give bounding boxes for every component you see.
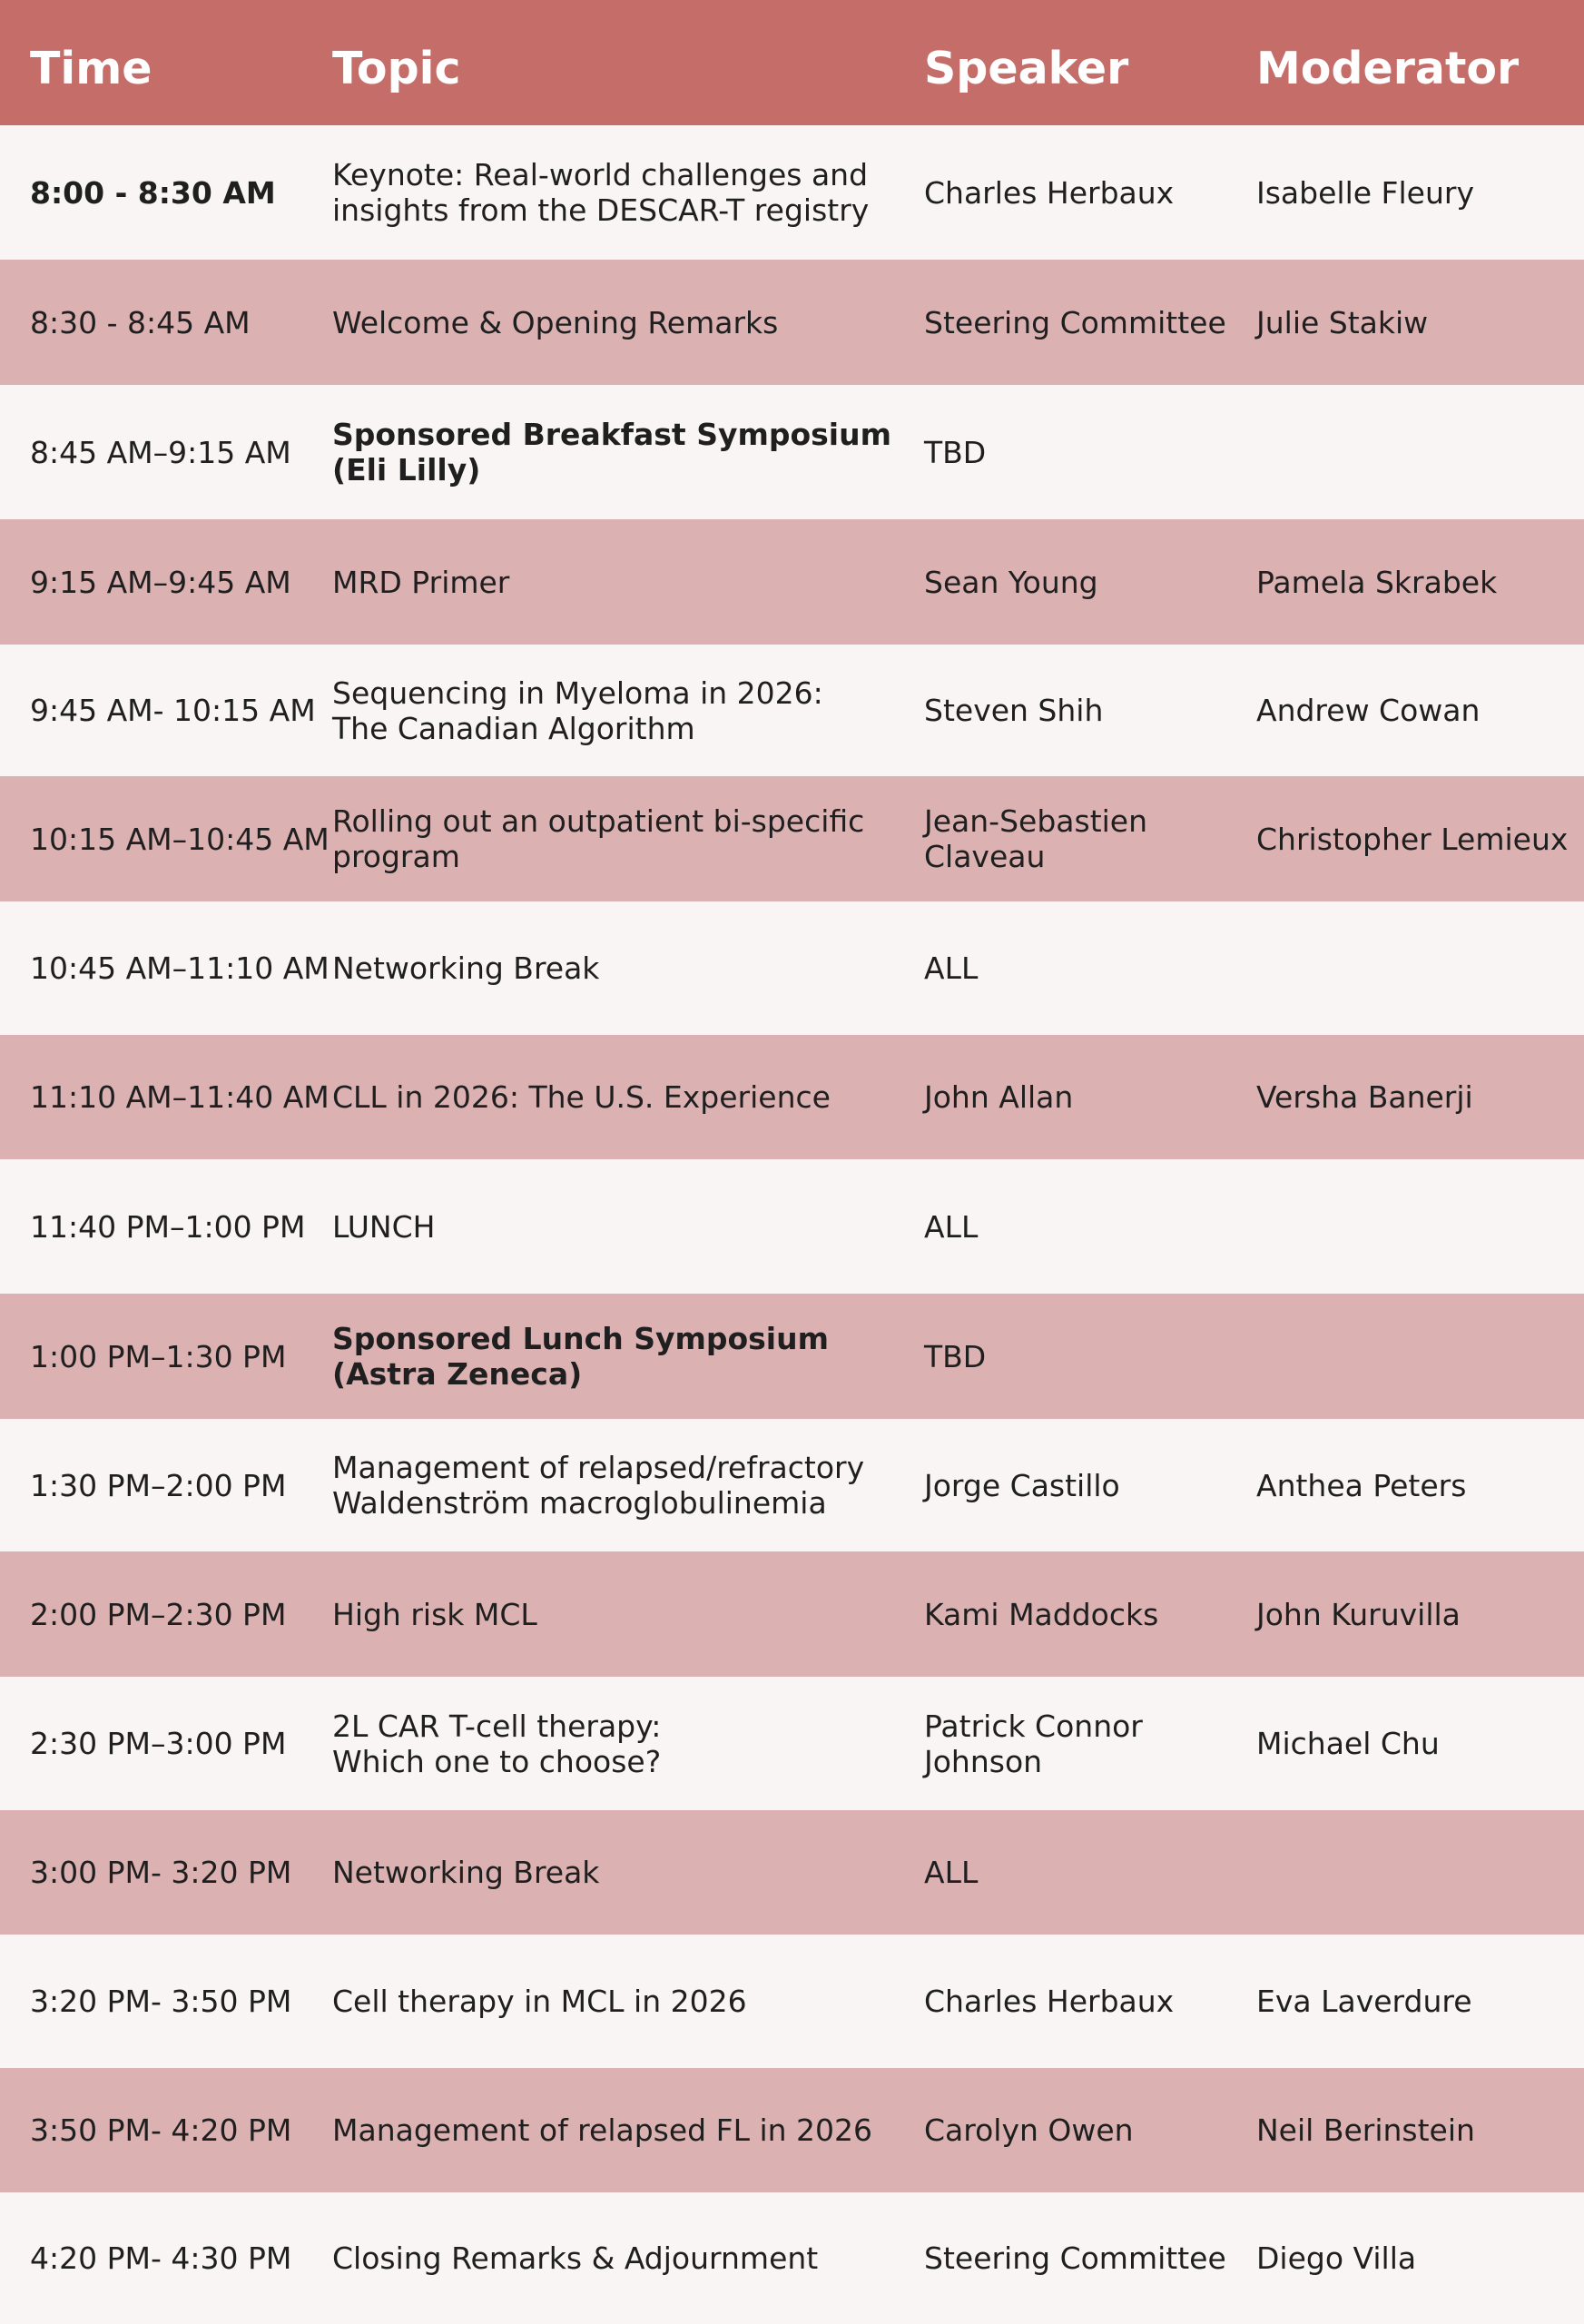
- topic-cell: Management of relapsed/refractory Waldenström macroglobulinemia: [332, 1450, 865, 1521]
- time-cell: 3:00 PM- 3:20 PM: [30, 1855, 292, 1890]
- time-cell: 10:15 AM–10:45 AM: [30, 821, 330, 857]
- table-row: [0, 385, 1584, 519]
- table-row: [0, 1935, 1584, 2068]
- topic-cell: Cell therapy in MCL in 2026: [332, 1984, 747, 2019]
- time-cell: 9:45 AM- 10:15 AM: [30, 693, 316, 728]
- topic-cell: Sponsored Lunch Symposium (Astra Zeneca): [332, 1321, 829, 1392]
- moderator-cell: [1256, 385, 1584, 519]
- header-time: Time: [30, 43, 152, 94]
- header-speaker: Speaker: [924, 43, 1129, 94]
- topic-cell: MRD Primer: [332, 564, 510, 600]
- speaker-cell: ALL: [924, 1855, 979, 1890]
- speaker-cell: Patrick Connor Johnson: [924, 1708, 1143, 1779]
- speaker-cell: Steering Committee: [924, 304, 1226, 340]
- table-row: [0, 1294, 1584, 1419]
- speaker-cell: Sean Young: [924, 564, 1098, 600]
- topic-cell: 2L CAR T-cell therapy: Which one to choose?: [332, 1708, 662, 1779]
- speaker-cell: Carolyn Owen: [924, 2112, 1134, 2148]
- time-cell: 11:40 PM–1:00 PM: [30, 1208, 306, 1245]
- topic-cell: Welcome & Opening Remarks: [332, 304, 779, 340]
- topic-cell: LUNCH: [332, 1208, 436, 1245]
- time-cell: 11:10 AM–11:40 AM: [30, 1079, 330, 1115]
- topic-cell: Management of relapsed FL in 2026: [332, 2112, 872, 2148]
- topic-cell: Rolling out an outpatient bi-specific program: [332, 803, 865, 874]
- moderator-cell: Neil Berinstein: [1256, 2112, 1475, 2148]
- time-cell: 10:45 AM–11:10 AM: [30, 950, 330, 986]
- moderator-cell: Eva Laverdure: [1256, 1984, 1472, 2019]
- header-moderator: Moderator: [1256, 43, 1520, 94]
- moderator-cell: Versha Banerji: [1256, 1079, 1473, 1115]
- table-row: [0, 519, 1584, 645]
- moderator-cell: [1256, 1294, 1584, 1419]
- topic-cell: CLL in 2026: The U.S. Experience: [332, 1079, 831, 1115]
- topic-cell: Closing Remarks & Adjournment: [332, 2240, 819, 2276]
- speaker-cell: TBD: [924, 434, 987, 470]
- topic-cell: High risk MCL: [332, 1596, 537, 1632]
- time-cell: 9:15 AM–9:45 AM: [30, 564, 291, 600]
- table-row: [0, 1810, 1584, 1935]
- table-row: [0, 1159, 1584, 1294]
- time-cell: 8:00 - 8:30 AM: [30, 174, 276, 211]
- time-cell: 4:20 PM- 4:30 PM: [30, 2240, 292, 2276]
- speaker-cell: Jean-Sebastien Claveau: [924, 803, 1148, 874]
- table-row: [0, 1419, 1584, 1551]
- speaker-cell: Steven Shih: [924, 693, 1104, 728]
- moderator-cell: Michael Chu: [1256, 1726, 1440, 1761]
- moderator-cell: Julie Stakiw: [1256, 304, 1429, 340]
- topic-cell: Networking Break: [332, 1855, 600, 1890]
- time-cell: 2:00 PM–2:30 PM: [30, 1596, 287, 1632]
- table-row: [0, 901, 1584, 1035]
- time-cell: 8:30 - 8:45 AM: [30, 304, 251, 340]
- moderator-cell: Diego Villa: [1256, 2240, 1417, 2276]
- moderator-cell: Andrew Cowan: [1256, 693, 1481, 728]
- moderator-cell: [1256, 901, 1584, 1035]
- speaker-cell: Steering Committee: [924, 2240, 1226, 2276]
- table-header: [0, 0, 1584, 125]
- table-row: [0, 2068, 1584, 2192]
- header-topic: Topic: [332, 43, 461, 94]
- moderator-cell: [1256, 1159, 1584, 1294]
- table-row: [0, 2192, 1584, 2324]
- speaker-cell: Jorge Castillo: [924, 1467, 1120, 1503]
- moderator-cell: Pamela Skrabek: [1256, 564, 1498, 600]
- time-cell: 3:50 PM- 4:20 PM: [30, 2112, 292, 2148]
- topic-cell: Sequencing in Myeloma in 2026: The Canadian Algorithm: [332, 675, 823, 746]
- moderator-cell: Isabelle Fleury: [1256, 174, 1474, 211]
- table-row: [0, 1035, 1584, 1159]
- topic-cell: Keynote: Real-world challenges and insights from the DESCAR-T registry: [332, 157, 870, 228]
- moderator-cell: [1256, 1810, 1584, 1935]
- table-row: [0, 776, 1584, 901]
- moderator-cell: Christopher Lemieux: [1256, 821, 1569, 857]
- time-cell: 8:45 AM–9:15 AM: [30, 434, 291, 470]
- time-cell: 1:00 PM–1:30 PM: [30, 1338, 287, 1374]
- table-row: [0, 645, 1584, 776]
- speaker-cell: TBD: [924, 1338, 987, 1374]
- moderator-cell: Anthea Peters: [1256, 1467, 1467, 1503]
- moderator-cell: John Kuruvilla: [1256, 1596, 1461, 1632]
- time-cell: 3:20 PM- 3:50 PM: [30, 1984, 292, 2019]
- speaker-cell: John Allan: [924, 1079, 1074, 1115]
- time-cell: 2:30 PM–3:00 PM: [30, 1726, 287, 1761]
- speaker-cell: ALL: [924, 1208, 979, 1245]
- table-row: [0, 1677, 1584, 1810]
- speaker-cell: Charles Herbaux: [924, 174, 1175, 211]
- table-row: [0, 125, 1584, 260]
- speaker-cell: Kami Maddocks: [924, 1596, 1159, 1632]
- time-cell: 1:30 PM–2:00 PM: [30, 1467, 287, 1503]
- speaker-cell: Charles Herbaux: [924, 1984, 1175, 2019]
- topic-cell: Sponsored Breakfast Symposium (Eli Lilly): [332, 417, 891, 487]
- speaker-cell: ALL: [924, 950, 979, 986]
- topic-cell: Networking Break: [332, 950, 600, 986]
- table-row: [0, 1551, 1584, 1677]
- table-row: [0, 260, 1584, 385]
